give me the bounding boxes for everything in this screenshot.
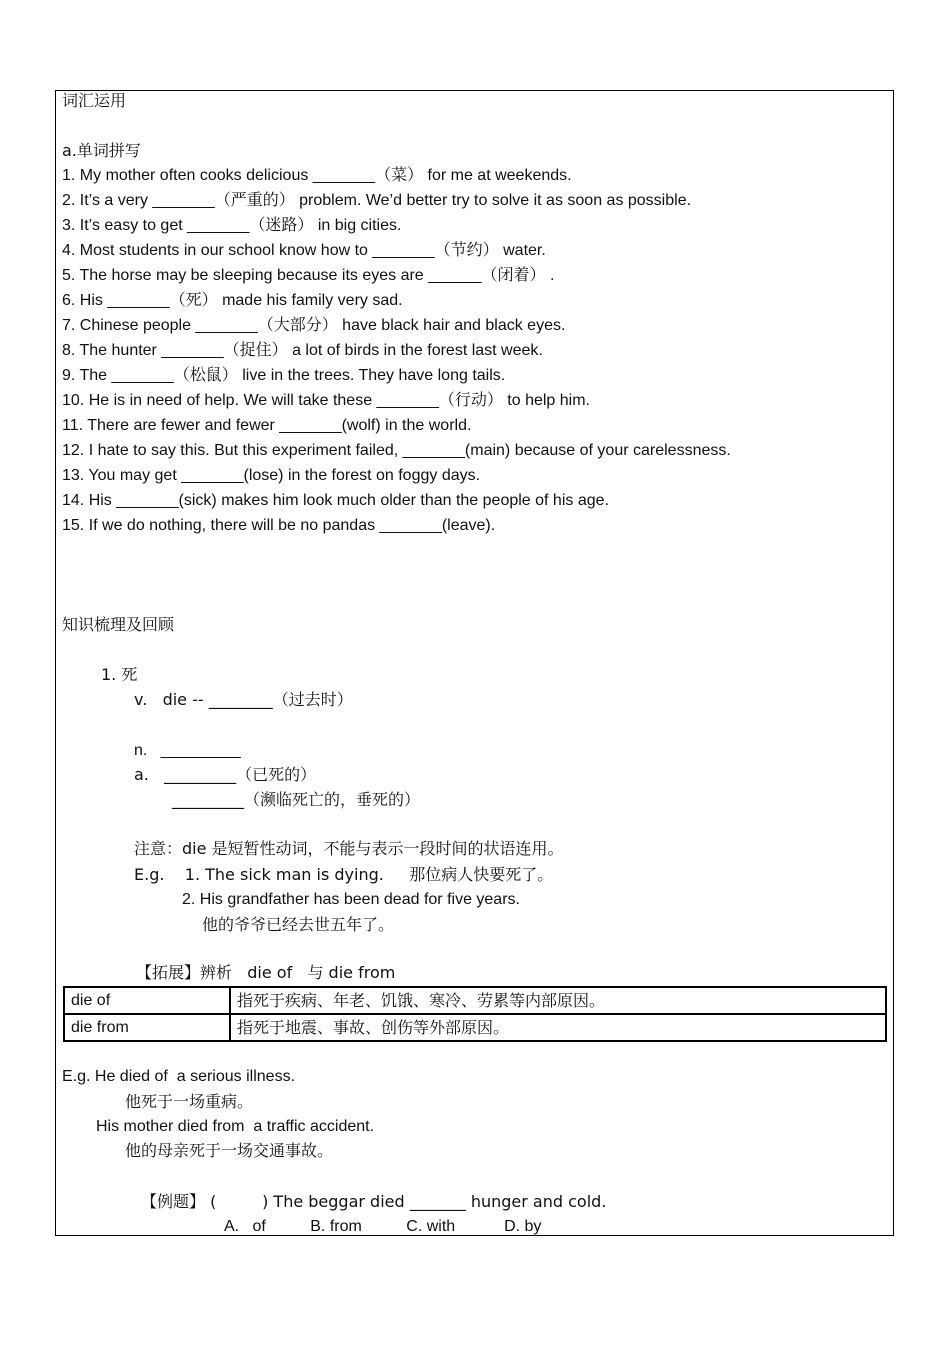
worksheet-frame xyxy=(55,90,894,1236)
comparison-table xyxy=(63,986,887,1042)
adjective-form-2: _________（濒临死亡的，垂死的） xyxy=(172,790,421,809)
exercise-item: 6. His _______（死） made his family very sad. xyxy=(62,292,403,309)
usage-example-1-translation: 他死于一场重病。 xyxy=(125,1092,254,1111)
extension-title: 【拓展】辨析 die of 与 die from xyxy=(136,963,396,982)
section-title-vocabulary: 词汇运用 xyxy=(62,91,127,110)
point-title: 1. 死 xyxy=(101,665,138,684)
adjective-form-1: a. _________（已死的） xyxy=(134,765,317,784)
verb-form: v. die -- ________（过去时） xyxy=(134,690,353,709)
exercise-item: 11. There are fewer and fewer _______(wolf) in the world. xyxy=(62,417,472,434)
table-term: die of xyxy=(64,987,230,1014)
usage-example-2-translation: 他的母亲死于一场交通事故。 xyxy=(125,1141,334,1160)
exercise-item: 3. It’s easy to get _______（迷路） in big cities. xyxy=(62,217,402,234)
table-term: die from xyxy=(64,1014,230,1041)
exercise-item: 13. You may get _______(lose) in the forest on foggy days. xyxy=(62,467,481,484)
subsection-title-spelling: a.单词拼写 xyxy=(62,141,141,160)
table-meaning: 指死于疾病、年老、饥饿、寒冷、劳累等内部原因。 xyxy=(230,987,886,1014)
exercise-item: 7. Chinese people _______（大部分） have black hair and black eyes. xyxy=(62,317,566,334)
table-row xyxy=(64,1014,886,1041)
example-2-translation: 他的爷爷已经去世五年了。 xyxy=(202,915,395,934)
practice-question: 【例题】 ( ) The beggar died _______ hunger and cold. xyxy=(141,1192,607,1211)
example-1: E.g. 1. The sick man is dying. 那位病人快要死了。 xyxy=(134,865,554,884)
exercise-item: 15. If we do nothing, there will be no pandas _______(leave). xyxy=(62,517,496,534)
exercise-item: 5. The horse may be sleeping because its eyes are ______（闭着） . xyxy=(62,267,555,284)
exercise-item: 9. The _______（松鼠） live in the trees. They have long tails. xyxy=(62,367,506,384)
exercise-item: 4. Most students in our school know how to _______（节约） water. xyxy=(62,242,546,259)
exercise-item: 14. His _______(sick) makes him look much older than the people of his age. xyxy=(62,492,609,509)
usage-example-2: His mother died from a traffic accident. xyxy=(96,1118,375,1135)
exercise-item: 2. It’s a very _______（严重的） problem. We’d better try to solve it as soon as possible. xyxy=(62,192,692,209)
table-meaning: 指死于地震、事故、创伤等外部原因。 xyxy=(230,1014,886,1041)
noun-form: n. _________ xyxy=(134,742,241,759)
answer-options: A. of B. from C. with D. by xyxy=(224,1218,542,1235)
section-title-review: 知识梳理及回顾 xyxy=(62,615,175,634)
exercise-item: 10. He is in need of help. We will take these _______（行动） to help him. xyxy=(62,392,590,409)
exercise-item: 8. The hunter _______（捉住） a lot of birds in the forest last week. xyxy=(62,342,543,359)
exercise-item: 12. I hate to say this. But this experiment failed, _______(main) because of your carelessness. xyxy=(62,442,731,459)
exercise-item: 1. My mother often cooks delicious _______（菜） for me at weekends. xyxy=(62,167,572,184)
table-row xyxy=(64,987,886,1014)
example-2: 2. His grandfather has been dead for five years. xyxy=(182,891,520,908)
usage-example-1: E.g. He died of a serious illness. xyxy=(62,1068,296,1085)
usage-note: 注意：die 是短暂性动词，不能与表示一段时间的状语连用。 xyxy=(134,839,564,858)
